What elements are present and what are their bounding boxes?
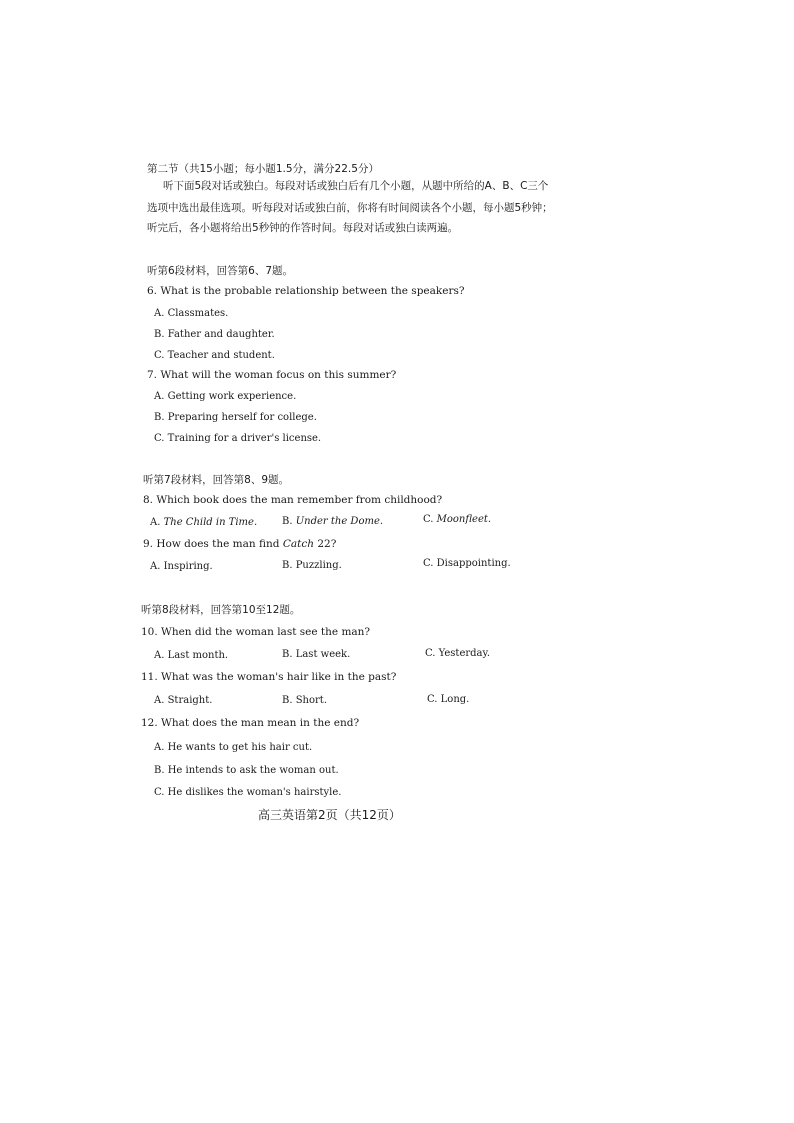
question-12: 12. What does the man mean in the end? xyxy=(141,717,360,729)
option-9c: C. Disappointing. xyxy=(423,558,511,569)
instruction-line-2: 选项中选出最佳选项。听每段对话或独白前，你将有时间阅读各个小题，每小题5秒钟； xyxy=(147,202,553,214)
question-6: 6. What is the probable relationship between the speakers? xyxy=(147,285,465,297)
option-6c: C. Teacher and student. xyxy=(154,350,275,361)
option-7b: B. Preparing herself for college. xyxy=(154,412,317,423)
question-10: 10. When did the woman last see the man? xyxy=(141,626,371,638)
group-intro: 听第8段材料，回答第10至12题。 xyxy=(141,604,301,616)
section-heading: 第二节（共15小题；每小题1.5分，满分22.5分） xyxy=(147,163,379,175)
option-12a: A. He wants to get his hair cut. xyxy=(154,742,313,753)
option-12c: C. He dislikes the woman's hairstyle. xyxy=(154,787,342,798)
option-10a: A. Last month. xyxy=(154,650,229,661)
option-10c: C. Yesterday. xyxy=(425,648,491,659)
option-10b: B. Last week. xyxy=(282,649,351,660)
option-12b: B. He intends to ask the woman out. xyxy=(154,765,339,776)
group-intro: 听第7段材料，回答第8、9题。 xyxy=(143,474,290,486)
option-9a: A. Inspiring. xyxy=(150,561,213,572)
option-8c: C. Moonfleet. xyxy=(423,514,492,525)
option-6b: B. Father and daughter. xyxy=(154,329,275,340)
option-9b: B. Puzzling. xyxy=(282,560,342,571)
option-7a: A. Getting work experience. xyxy=(154,391,297,402)
option-8a: A. The Child in Time. xyxy=(150,517,258,528)
question-7: 7. What will the woman focus on this summer? xyxy=(147,369,397,381)
question-11: 11. What was the woman's hair like in the past? xyxy=(141,671,397,683)
instruction-line-1: 听下面5段对话或独白。每段对话或独白后有几个小题，从题中所给的A、B、C三个 xyxy=(163,180,549,192)
page-footer: 高三英语第2页（共12页） xyxy=(258,808,401,822)
option-6a: A. Classmates. xyxy=(154,308,229,319)
book-title: Catch xyxy=(282,538,314,550)
question-8: 8. Which book does the man remember from childhood? xyxy=(143,494,443,506)
option-11a: A. Straight. xyxy=(154,695,213,706)
option-8b: B. Under the Dome. xyxy=(282,516,384,527)
option-11c: C. Long. xyxy=(427,694,470,705)
option-11b: B. Short. xyxy=(282,695,327,706)
group-intro: 听第6段材料，回答第6、7题。 xyxy=(147,265,294,277)
option-7c: C. Training for a driver's license. xyxy=(154,433,322,444)
instruction-line-3: 听完后，各小题将给出5秒钟的作答时间。每段对话或独白读两遍。 xyxy=(147,222,459,234)
question-9: 9. How does the man find Catch 22? xyxy=(143,538,337,550)
